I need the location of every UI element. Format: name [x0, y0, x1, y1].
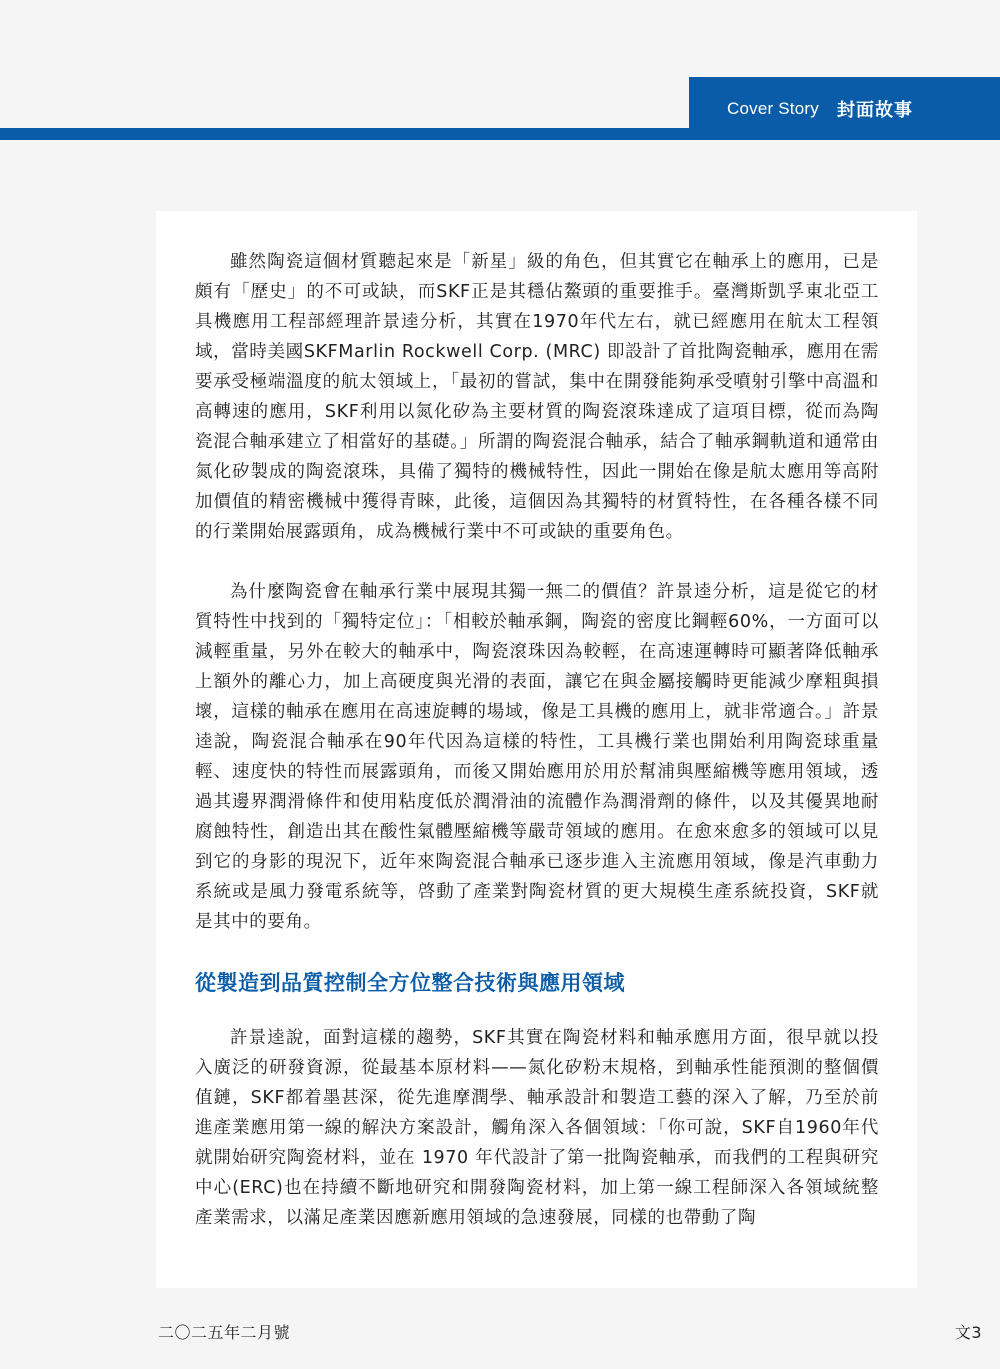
footer-issue-date: 二〇二五年二月號	[158, 1323, 291, 1342]
section-title-en: Cover Story	[727, 98, 819, 118]
article-paragraph-3: 許景逵說，面對這樣的趨勢，SKF其實在陶瓷材料和軸承應用方面，很早就以投入廣泛的研發資源，從最基本原材料——氮化矽粉末規格，到軸承性能預測的整個價值鏈，SKF都着墨甚深，從先進摩潤學、軸承設計和製造工藝的深入了解，乃至於前進產業應用第一線的解決方案設計，觸角深入各個領域：「你可說，SKF自1960年代就開始研究陶瓷材料，並在 1970 年代設計了第一批陶瓷軸承，而我們的工程與研究中心(ERC)也在持續不斷地研究和開發陶瓷材料，加上第一線工程師深入各領域統整產業需求，以滿足產業因應新應用領域的急速發展，同樣的也帶動了陶	[195, 1028, 879, 1228]
article-paragraph-2: 為什麼陶瓷會在軸承行業中展現其獨一無二的價值？許景逵分析，這是從它的材質特性中找到的「獨特定位」：「相較於軸承鋼，陶瓷的密度比鋼輕60%，一方面可以減輕重量，另外在較大的軸承中，陶瓷滾珠因為較輕，在高速運轉時可顯著降低軸承上額外的離心力，加上高硬度與光滑的表面，讓它在與金屬接觸時更能減少摩粗與損壞，這樣的軸承在應用在高速旋轉的場域，像是工具機的應用上，就非常適合。」許景逵說，陶瓷混合軸承在90年代因為這樣的特性，工具機行業也開始利用陶瓷球重量輕、速度快的特性而展露頭角，而後又開始應用於用於幫浦與壓縮機等應用領域，透過其邊界潤滑條件和使用粘度低於潤滑油的流體作為潤滑劑的條件，以及其優異地耐腐蝕特性，創造出其在酸性氣體壓縮機等嚴苛領域的應用。在愈來愈多的領域可以見到它的身影的現況下，近年來陶瓷混合軸承已逐步進入主流應用領域，像是汽車動力系統或是風力發電系統等，啓動了產業對陶瓷材質的更大規模生產系統投資，SKF就是其中的要角。	[195, 582, 879, 932]
article-content-box	[156, 211, 917, 1288]
section-title-zh: 封面故事	[836, 99, 913, 121]
section-heading: 從製造到品質控制全方位整合技術與應用領域	[195, 971, 625, 995]
footer-page-number: 文3	[954, 1323, 982, 1342]
section-header-tab	[689, 77, 1000, 140]
article-paragraph-1: 雖然陶瓷這個材質聽起來是「新星」級的角色，但其實它在軸承上的應用，已是頗有「歷史」的不可或缺，而SKF正是其穩佔鰲頭的重要推手。臺灣斯凱孚東北亞工具機應用工程部經理許景逵分析，其實在1970年代左右，就已經應用在航太工程領域，當時美國SKFMarlin Rockwell Corp. (MRC) 即設計了首批陶瓷軸承，應用在需要承受極端溫度的航太領域上，「最初的嘗試，集中在開發能夠承受噴射引擎中高溫和高轉速的應用，SKF利用以氮化矽為主要材質的陶瓷滾珠達成了這項目標，從而為陶瓷混合軸承建立了相當好的基礎。」所謂的陶瓷混合軸承，結合了軸承鋼軌道和通常由氮化矽製成的陶瓷滾珠，具備了獨特的機械特性，因此一開始在像是航太應用等高附加價值的精密機械中獲得青睞，此後，這個因為其獨特的材質特性，在各種各樣不同的行業開始展露頭角，成為機械行業中不可或缺的重要角色。	[195, 252, 879, 542]
